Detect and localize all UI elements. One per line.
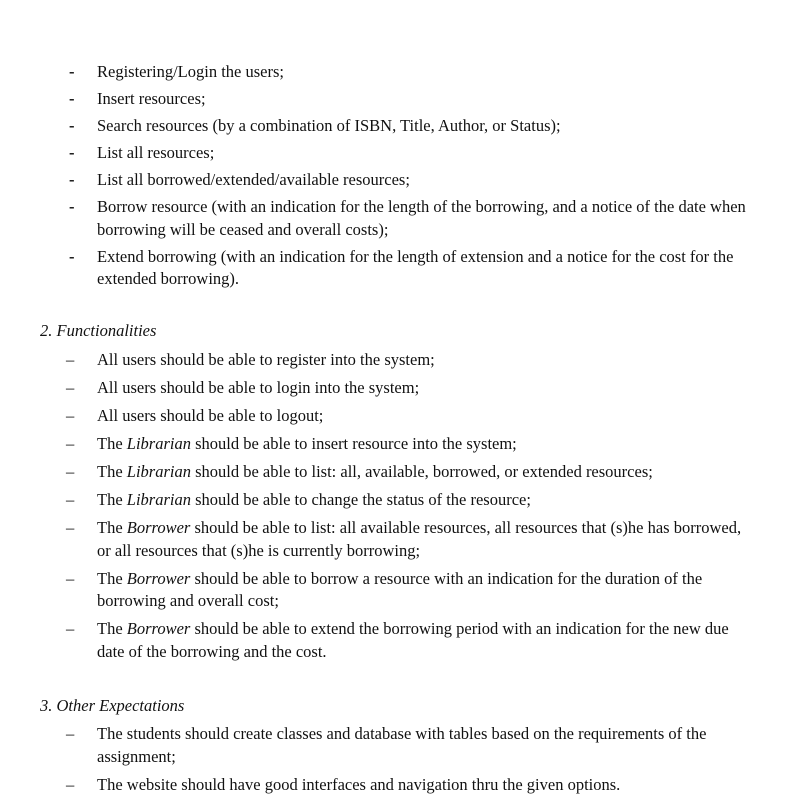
bullet-marker: – [66,434,75,453]
bullet-marker: - [69,143,75,162]
list-item-text: List all resources; [97,143,215,162]
bullet-marker: - [69,197,75,216]
list-item [0,61,792,84]
list-item-text: Search resources (by a combination of ISBN, Title, Author, or Status); [97,116,561,135]
list-item [0,489,792,512]
role-borrower: Borrower [126,518,191,537]
list-item-text: The Librarian should be able to list: all, available, borrowed, or extended resources; [97,462,653,481]
section-heading-functionalities: 2. Functionalities [40,321,157,340]
bullet-marker: – [66,518,75,537]
list-item-text: The Librarian should be able to insert resource into the system; [97,434,517,453]
section-heading-other-expectations: 3. Other Expectations [40,696,185,715]
list-item-text: The website should have good interfaces and navigation thru the given options. [97,774,621,794]
list-item-text: The Librarian should be able to change the status of the resource; [97,490,531,509]
bullet-marker: – [66,378,75,397]
role-librarian: Librarian [126,490,191,509]
list-item-text: Borrow resource (with an indication for the length of the borrowing, and a notice of the date when borrowing will be ceased and overall costs); [97,197,746,239]
role-librarian: Librarian [126,434,191,453]
functionalities-list [0,349,792,663]
list-item [0,618,792,663]
bullet-marker: – [66,568,75,588]
list-item [0,517,792,562]
bullet-marker: – [66,774,75,794]
list-item [0,461,792,484]
list-item [0,377,792,400]
list-item [0,774,792,797]
list-item [0,349,792,372]
list-item [0,246,792,291]
bullet-marker: – [66,350,75,369]
list-item-text: The Borrower should be able to list: all available resources, all resources that (s)he has borrowed, or all resources that (s)he is currently borrowing; [97,518,742,560]
role-borrower: Borrower [126,568,191,588]
bullet-marker: – [66,406,75,425]
bullet-marker: – [66,490,75,509]
bullet-marker: – [66,619,75,638]
role-librarian: Librarian [126,462,191,481]
expectations-list [0,723,792,796]
list-item-text: All users should be able to logout; [97,406,324,425]
list-item-text: All users should be able to login into the system; [97,378,420,397]
list-item [0,723,792,768]
feature-list [0,61,792,291]
list-item [0,142,792,165]
list-item-text: The Borrower should be able to extend the borrowing period with an indication for the new due date of the borrowing and the cost. [97,619,729,661]
list-item [0,196,792,241]
bullet-marker: - [69,89,75,108]
bullet-marker: - [69,170,75,189]
list-item-text: Insert resources; [97,89,206,108]
list-item [0,115,792,138]
bullet-marker: - [69,116,75,135]
list-item-text: The Borrower should be able to borrow a resource with an indication for the duration of the borrowing and overall cost; [97,568,703,610]
bullet-marker: - [69,246,75,266]
bullet-marker: – [66,724,75,743]
list-item-text: Registering/Login the users; [97,62,284,81]
list-item-text: Extend borrowing (with an indication for the length of extension and a notice for the cost for the extended borrowing). [97,246,734,288]
list-item-text: All users should be able to register into the system; [97,350,435,369]
bullet-marker: – [66,462,75,481]
bullet-marker: - [69,62,75,81]
role-borrower: Borrower [126,619,191,638]
list-item [0,169,792,192]
list-item [0,433,792,456]
list-item-text: List all borrowed/extended/available resources; [97,170,410,189]
list-item [0,405,792,428]
list-item-text: The students should create classes and database with tables based on the requirements of the assignment; [97,724,707,766]
list-item [0,88,792,111]
list-item [0,568,792,613]
